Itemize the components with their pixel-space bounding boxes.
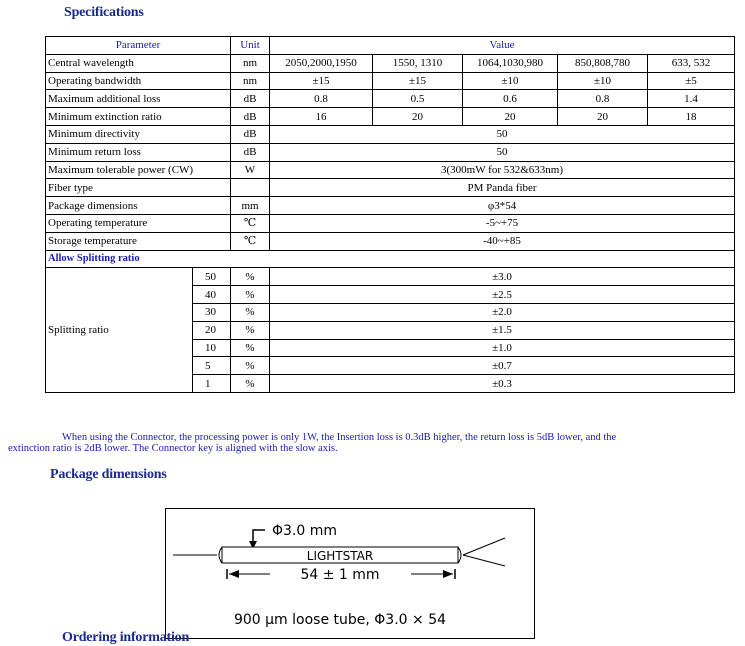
unit-cell: nm bbox=[231, 54, 270, 72]
value-cell: 16 bbox=[270, 108, 373, 126]
value-cell: 0.6 bbox=[463, 90, 558, 108]
brand-label: LIGHTSTAR bbox=[306, 549, 374, 563]
unit-cell: ℃ bbox=[231, 232, 270, 250]
param-cell: Operating bandwidth bbox=[46, 72, 231, 90]
package-dimensions-heading: Package dimensions bbox=[50, 467, 167, 482]
table-row bbox=[46, 232, 735, 250]
value-cell: 50 bbox=[270, 125, 735, 143]
value-cell: ±5 bbox=[648, 72, 735, 90]
param-cell: Minimum extinction ratio bbox=[46, 108, 231, 126]
value-cell: 0.8 bbox=[270, 90, 373, 108]
connector-note bbox=[8, 432, 738, 454]
table-row bbox=[46, 125, 735, 143]
ratio-cell: 40 bbox=[193, 286, 231, 304]
header-parameter: Parameter bbox=[46, 37, 231, 55]
value-cell: -40~+85 bbox=[270, 232, 735, 250]
diameter-label: Φ3.0 mm bbox=[272, 523, 338, 539]
unit-cell: ℃ bbox=[231, 214, 270, 232]
value-cell: 0.5 bbox=[373, 90, 463, 108]
ratio-cell: 20 bbox=[193, 321, 231, 339]
value-cell: ±3.0 bbox=[270, 268, 735, 286]
ratio-cell: 5 bbox=[193, 357, 231, 375]
table-row bbox=[46, 72, 735, 90]
param-cell: Maximum tolerable power (CW) bbox=[46, 161, 231, 179]
length-label: 54 ± 1 mm bbox=[300, 567, 380, 583]
value-cell: ±15 bbox=[270, 72, 373, 90]
unit-cell: % bbox=[231, 375, 270, 393]
specifications-heading: Specifications bbox=[64, 5, 144, 20]
value-cell: 18 bbox=[648, 108, 735, 126]
value-cell: ±10 bbox=[558, 72, 648, 90]
note-line-1: When using the Connector, the processing power is only 1W, the Insertion loss is 0.3dB higher, the return loss is 5dB lower, and the bbox=[62, 432, 617, 443]
value-cell: ±15 bbox=[373, 72, 463, 90]
value-cell: ±2.0 bbox=[270, 303, 735, 321]
value-cell: 0.8 bbox=[558, 90, 648, 108]
value-cell: 2050,2000,1950 bbox=[270, 54, 373, 72]
ordering-information-heading: Ordering information bbox=[62, 630, 190, 645]
allow-splitting-label: Allow Splitting ratio bbox=[46, 250, 735, 268]
unit-cell: mm bbox=[231, 197, 270, 215]
ratio-cell: 10 bbox=[193, 339, 231, 357]
param-cell: Minimum return loss bbox=[46, 143, 231, 161]
unit-cell: % bbox=[231, 339, 270, 357]
param-cell: Package dimensions bbox=[46, 197, 231, 215]
allow-splitting-row bbox=[46, 250, 735, 268]
table-row bbox=[46, 90, 735, 108]
package-diagram bbox=[165, 508, 535, 639]
unit-cell: dB bbox=[231, 108, 270, 126]
value-cell: 1550, 1310 bbox=[373, 54, 463, 72]
param-cell: Central wavelength bbox=[46, 54, 231, 72]
unit-cell: % bbox=[231, 286, 270, 304]
value-cell: PM Panda fiber bbox=[270, 179, 735, 197]
param-cell: Operating temperature bbox=[46, 214, 231, 232]
value-cell: 20 bbox=[558, 108, 648, 126]
value-cell: ±1.0 bbox=[270, 339, 735, 357]
table-row bbox=[46, 268, 735, 286]
value-cell: ±1.5 bbox=[270, 321, 735, 339]
value-cell: ±0.3 bbox=[270, 375, 735, 393]
value-cell: 1.4 bbox=[648, 90, 735, 108]
param-cell: Storage temperature bbox=[46, 232, 231, 250]
table-header-row bbox=[46, 37, 735, 55]
value-cell: 20 bbox=[373, 108, 463, 126]
note-line-2: extinction ratio is 2dB lower. The Connector key is aligned with the slow axis. bbox=[8, 443, 338, 454]
unit-cell: dB bbox=[231, 90, 270, 108]
header-unit: Unit bbox=[231, 37, 270, 55]
unit-cell bbox=[231, 179, 270, 197]
param-cell: Maximum additional loss bbox=[46, 90, 231, 108]
value-cell: 50 bbox=[270, 143, 735, 161]
param-cell: Minimum directivity bbox=[46, 125, 231, 143]
specifications-table bbox=[45, 36, 735, 393]
unit-cell: dB bbox=[231, 125, 270, 143]
unit-cell: % bbox=[231, 268, 270, 286]
ratio-cell: 1 bbox=[193, 375, 231, 393]
table-row bbox=[46, 161, 735, 179]
value-cell: φ3*54 bbox=[270, 197, 735, 215]
table-row bbox=[46, 179, 735, 197]
header-value: Value bbox=[270, 37, 735, 55]
value-cell: -5~+75 bbox=[270, 214, 735, 232]
value-cell: 1064,1030,980 bbox=[463, 54, 558, 72]
value-cell: 20 bbox=[463, 108, 558, 126]
table-row bbox=[46, 108, 735, 126]
value-cell: ±2.5 bbox=[270, 286, 735, 304]
unit-cell: W bbox=[231, 161, 270, 179]
param-cell: Fiber type bbox=[46, 179, 231, 197]
ratio-cell: 50 bbox=[193, 268, 231, 286]
value-cell: 850,808,780 bbox=[558, 54, 648, 72]
unit-cell: dB bbox=[231, 143, 270, 161]
ratio-cell: 30 bbox=[193, 303, 231, 321]
table-row bbox=[46, 197, 735, 215]
tube-caption: 900 μm loose tube, Φ3.0 × 54 bbox=[233, 612, 447, 628]
unit-cell: % bbox=[231, 321, 270, 339]
splitting-ratio-label: Splitting ratio bbox=[46, 268, 193, 393]
value-cell: ±10 bbox=[463, 72, 558, 90]
table-row bbox=[46, 54, 735, 72]
unit-cell: % bbox=[231, 357, 270, 375]
value-cell: 3(300mW for 532&633nm) bbox=[270, 161, 735, 179]
table-row bbox=[46, 214, 735, 232]
unit-cell: nm bbox=[231, 72, 270, 90]
value-cell: ±0.7 bbox=[270, 357, 735, 375]
table-row bbox=[46, 143, 735, 161]
unit-cell: % bbox=[231, 303, 270, 321]
value-cell: 633, 532 bbox=[648, 54, 735, 72]
